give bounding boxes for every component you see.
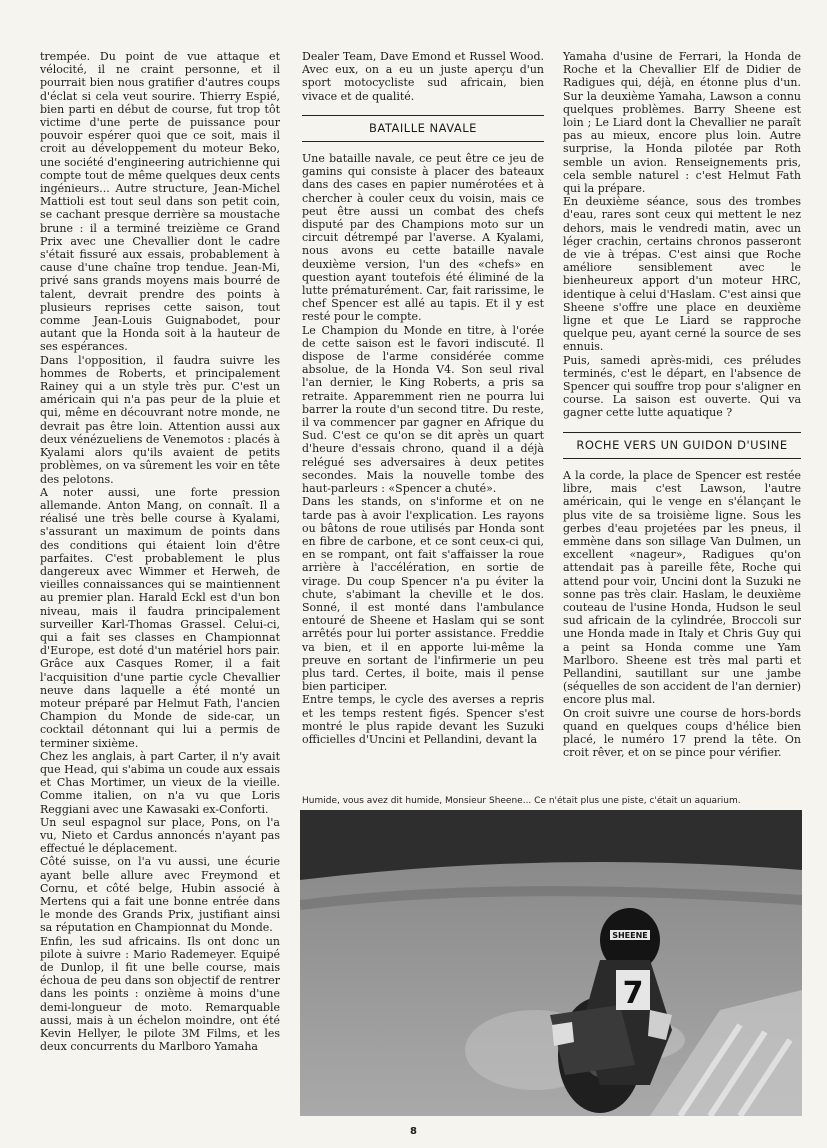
paragraph: Dealer Team, Dave Emond et Russel Wood. Avec eux, on a eu un juste aperçu d'un sport motocycliste sud africain, bien vivace et de qualité. [302, 50, 544, 103]
paragraph: Yamaha d'usine de Ferrari, la Honda de Roche et la Chevallier Elf de Didier de Radigues qui, déjà, en étonne plus d'un. Sur la deuxième Yamaha, Lawson a connu quelques problèmes. Barry Sheene est loin ; Le Liard dont la Chevallier ne paraît pas au mieux, encore plus loin. Autre surprise, la Honda pilotée par Roth semble un avion. Renseignements pris, cela semble naturel : c'est Helmut Fath qui la prépare. [563, 50, 801, 196]
paragraph: A noter aussi, une forte pression allemande. Anton Mang, on connaît. Il a réalisé une très belle course à Kyalami, s'assurant un maximum de points dans des conditions qui étaient loin d'être parfaites. C'est probablement le plus dangereux avec Wimmer et Herweh, de vieilles connaissances qui se maintiennent au premier plan. Harald Eckl est d'un bon niveau, mais il faudra principalement surveiller Karl-Thomas Grassel. Celui-ci, qui a fait ses classes en Championnat d'Europe, est doté d'un matériel hors pair. Grâce aux Casques Romer, il a fait l'acquisition d'une partie cycle Chevallier neuve dans laquelle a été monté un moteur préparé par Helmut Fath, l'ancien Champion du Monde de side-car, un cocktail détonnant qui lui a permis de terminer sixième. [40, 485, 280, 750]
paragraph: Une bataille navale, ce peut être ce jeu de gamins qui consiste à placer des bateaux dans des cases en papier numérotées et à chercher à couler ceux du voisin, mais ce peut être aussi un combat des chefs disputé par des Champions moto sur un circuit détrempé par l'averse. A Kyalami, nous avons eu cette bataille navale deuxième version, l'un des «chefs» en question ayant toutefois été éliminé de la lutte prématurément. Car, fait rarissime, le chef Spencer est allé au tapis. Et il y est resté pour le compte. [302, 152, 544, 324]
paragraph: trempée. Du point de vue attaque et vélocité, il ne craint personne, et il pourrait bien nous gratifier d'autres coups d'éclat si cela veut sourire. Thierry Espié, bien parti en début de course, fut trop tôt victime d'une perte de puissance pour pouvoir espérer quoi que ce soit, mais il croit au développement du moteur Beko, une société d'engineering autrichienne qui compte tout de même quelques deux cents ingénieurs... Autre structure, Jean-Michel Mattioli est tout seul dans son petit coin, se cachant presque derrière sa moustache brune : il a terminé treizième ce Grand Prix avec une Chevallier dont le cadre s'était fissuré aux essais, probablement à cause d'une chaîne trop tendue. Jean-Mi, privé sans grands moyens mais bourré de talent, devrait prendre des points à plusieurs reprises cette saison, tout comme Jean-Louis Guignabodet, pour autant que la Honda soit à la hauteur de ses espérances. [40, 50, 280, 354]
paragraph: On croit suivre une course de hors-bords quand en quelques coups d'hélice bien placé, le numéro 17 prend la tête. On croit rêver, et on se pince pour vérifier. [563, 706, 801, 760]
race-photo [300, 810, 802, 1116]
article-column-1 [40, 50, 280, 1053]
paragraph: Enfin, les sud africains. Ils ont donc un pilote à suivre : Mario Rademeyer. Equipé de Dunlop, il fit une belle course, mais échoua de peu dans son objectif de rentrer dans les points : onzième à moins d'une demi-longueur de moto. Remarquable aussi, mais à un échelon moindre, ont été Kevin Hellyer, le pilote 3M Films, et les deux concurrents du Marlboro Yamaha [40, 934, 280, 1054]
section-heading-bataille-navale: BATAILLE NAVALE [302, 115, 544, 142]
paragraph: Chez les anglais, à part Carter, il n'y avait que Head, qui s'abima un coude aux essais et Chas Mortimer, un vieux de la vieille. Comme italien, on n'a vu que Loris Reggiani avec une Kawasaki ex-Conforti. [40, 749, 280, 816]
motorcycle-photo-illustration [300, 810, 802, 1116]
race-number: 7 [622, 976, 644, 1011]
page-number: 8 [410, 1126, 417, 1137]
paragraph: Un seul espagnol sur place, Pons, on l'a vu, Nieto et Cardus annoncés n'ayant pas effectué le déplacement. [40, 815, 280, 856]
helmet-text: SHEENE [612, 931, 648, 940]
article-column-3 [563, 50, 801, 759]
photo-caption: Humide, vous avez dit humide, Monsieur Sheene... Ce n'était plus une piste, c'était un aquarium. [302, 796, 741, 806]
paragraph: En deuxième séance, sous des trombes d'eau, rares sont ceux qui mettent le nez dehors, mais le vendredi matin, avec un léger crachin, certains chronos passeront de vie à trépas. C'est ainsi que Roche améliore sensiblement avec le bienheureux apport d'un moteur HRC, identique à celui d'Haslam. C'est ainsi que Sheene s'offre une place en deuxième ligne et que Le Liard se rapproche quelque peu, ayant cerné la source de ses ennuis. [563, 195, 801, 354]
paragraph: Dans l'opposition, il faudra suivre les hommes de Roberts, et principalement Rainey qui a un style très pur. C'est un américain qui n'a pas peur de la pluie et qui, même en découvrant notre monde, ne devrait pas être loin. Attention aussi aux deux vénézueliens de Venemotos : placés à Kyalami alors qu'ils avaient de petits problèmes, on va sûrement les voir en tête des pelotons. [40, 353, 280, 486]
paragraph: Le Champion du Monde en titre, à l'orée de cette saison est le favori indiscuté. Il dispose de l'arme considérée comme absolue, de la Honda V4. Son seul rival l'an dernier, le King Roberts, a pris sa retraite. Apparemment rien ne pourra lui barrer la route d'un second titre. Du reste, il va commencer par gagner en Afrique du Sud. C'est ce qu'on se dit après un quart d'heure d'essais chrono, quand il a déjà relégué ses adversaires à deux petites secondes. Mais la nouvelle tombe des haut-parleurs : «Spencer a chuté». [302, 323, 544, 496]
paragraph: A la corde, la place de Spencer est restée libre, mais c'est Lawson, l'autre américain, qui le venge en s'élançant le plus vite de sa troisième ligne. Sous les gerbes d'eau projetées par les pneus, il emmène dans son sillage Van Dulmen, un excellent «nageur», Radigues qu'on attendait pas à pareille fête, Roche qui attend pour voir, Uncini dont la Suzuki ne sonne pas très clair. Haslam, le deuxième couteau de l'usine Honda, Hudson le seul sud africain de la cylindrée, Broccoli sur une Honda made in Italy et Chris Guy qui a peint sa Honda comme une Yam Marlboro. Sheene est très mal parti et Pellandini, sautillant sur une jambe (séquelles de son accident de l'an dernier) encore plus mal. [563, 468, 801, 707]
article-column-2 [302, 50, 544, 746]
paragraph: Côté suisse, on l'a vu aussi, une écurie ayant belle allure avec Freymond et Cornu, et côté belge, Hubin associé à Mertens qui a fait une bonne entrée dans le monde des Grands Prix, justifiant ainsi sa réputation en Championnat du Monde. [40, 855, 280, 935]
section-heading-roche: ROCHE VERS UN GUIDON D'USINE [563, 432, 801, 459]
paragraph: Entre temps, le cycle des averses a repris et les temps restent figés. Spencer s'est montré le plus rapide devant les Suzuki officielles d'Uncini et Pellandini, devant la [302, 693, 544, 746]
paragraph: Dans les stands, on s'informe et on ne tarde pas à avoir l'explication. Les rayons ou bâtons de roue utilisés par Honda sont en fibre de carbone, et ce sont ceux-ci qui, en se rompant, ont fait s'affaisser la roue arrière à l'accélération, en sortie de virage. Du coup Spencer n'a pu éviter la chute, s'abimant la cheville et le dos. Sonné, il est monté dans l'ambulance entouré de Sheene et Haslam qui se sont arrêtés pour lui porter assistance. Freddie va bien, et il en apporte lui-même la preuve en sortant de l'infirmerie un peu plus tard. Certes, il boite, mais il pense bien participer. [302, 495, 544, 694]
paragraph: Puis, samedi après-midi, ces préludes terminés, c'est le départ, en l'absence de Spencer qui souffre trop pour s'aligner en course. La saison est ouverte. Qui va gagner cette lutte aquatique ? [563, 353, 801, 420]
